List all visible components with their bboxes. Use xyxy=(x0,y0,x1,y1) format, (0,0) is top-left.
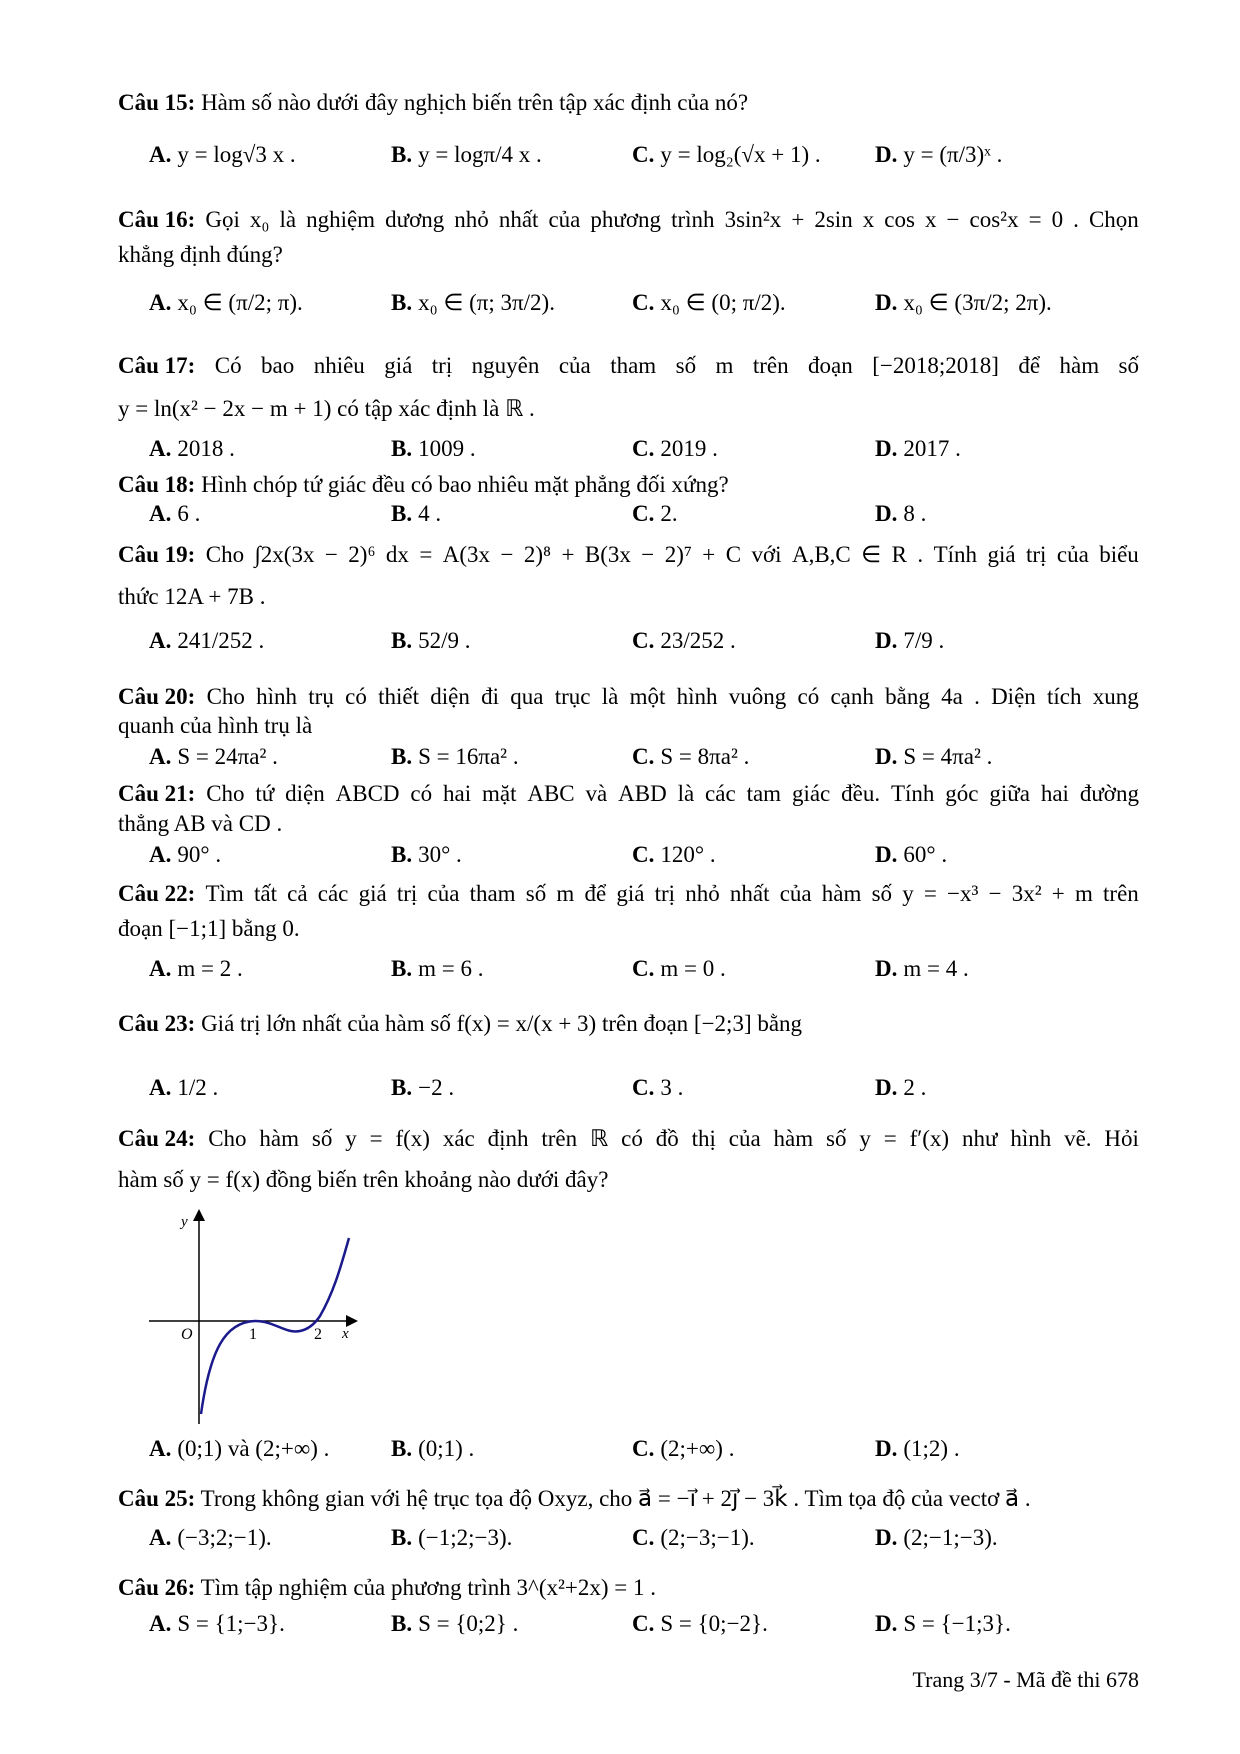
question-word: 0 xyxy=(1051,207,1064,232)
question-word: diện xyxy=(285,781,325,806)
option-text: S = 24πa² . xyxy=(177,744,278,769)
question-word: giá xyxy=(987,542,1016,567)
question-word: + xyxy=(702,542,716,567)
option-text: 90° . xyxy=(177,842,222,867)
question-word: ABC xyxy=(527,781,575,806)
question-word: Chọn xyxy=(1088,207,1139,232)
question-word: hai xyxy=(1040,781,1069,806)
question-word: 3x² xyxy=(1011,881,1042,906)
option-letter: D. xyxy=(875,501,898,526)
option-letter: B. xyxy=(391,956,413,981)
question-word: của xyxy=(728,1126,761,1151)
option-text: 4 . xyxy=(418,501,442,526)
question-word: vẽ. xyxy=(1064,1126,1092,1151)
question-word: x xyxy=(862,207,875,232)
question-word: tất xyxy=(254,881,277,906)
option-text: S = 4πa² . xyxy=(903,744,993,769)
option-letter: A. xyxy=(149,628,172,653)
option-letter: D. xyxy=(875,142,898,167)
question-label: Câu 26: xyxy=(118,1575,196,1600)
question-word: 2)⁸ xyxy=(523,542,552,567)
question-word: trục xyxy=(554,684,591,709)
question-word: trị xyxy=(1025,542,1047,567)
question-word: 2sin xyxy=(814,207,853,232)
question-word: các xyxy=(705,781,736,806)
question-word: trên xyxy=(1103,881,1139,906)
option-letter: D. xyxy=(875,842,898,867)
question-word: 3sin²x xyxy=(724,207,782,232)
option-text: (−1;2;−3). xyxy=(418,1525,513,1550)
question-word: nhỏ xyxy=(454,207,489,232)
option-letter: D. xyxy=(875,1436,898,1461)
question-word: = xyxy=(369,1126,383,1151)
question-word: f(x) xyxy=(395,1126,430,1151)
option-text: 23/252 . xyxy=(660,628,736,653)
option-text: (−3;2;−1). xyxy=(177,1525,272,1550)
question-word: R xyxy=(891,542,907,567)
question-word: trị xyxy=(396,881,418,906)
question-word: f′(x) xyxy=(909,1126,950,1151)
question-word: hình xyxy=(1010,1126,1052,1151)
question-word: nhỏ xyxy=(685,881,720,906)
option-letter: D. xyxy=(875,744,898,769)
option-text: x₀ ∈ (3π/2; 2π). xyxy=(903,290,1052,315)
option-text: 2018 . xyxy=(177,436,235,461)
question-word: y xyxy=(345,1126,357,1151)
option-text: S = {1;−3}. xyxy=(177,1611,285,1636)
option-text: y = log√3 x . xyxy=(177,142,296,167)
question-word: giá xyxy=(358,881,387,906)
question-word: ABD xyxy=(618,781,667,806)
option-letter: C. xyxy=(632,628,655,653)
option-text: y = log₂(√x + 1) . xyxy=(660,142,821,167)
option-text: 52/9 . xyxy=(418,628,471,653)
question-word: đường xyxy=(1079,781,1139,806)
option-letter: A. xyxy=(149,956,172,981)
question-word: của xyxy=(1056,542,1089,567)
question-word: giá xyxy=(616,881,645,906)
question-word: số xyxy=(525,881,547,906)
question-word: giữa xyxy=(989,781,1030,806)
option-text: m = 6 . xyxy=(418,956,484,981)
question-word: Diện xyxy=(991,684,1036,709)
option-letter: C. xyxy=(632,1075,655,1100)
question-word: hai xyxy=(443,781,472,806)
option-letter: B. xyxy=(391,744,413,769)
question-word: C xyxy=(725,542,742,567)
question-word: − xyxy=(500,542,514,567)
question-word: nghiệm xyxy=(306,207,376,232)
option-letter: B. xyxy=(391,1611,413,1636)
option-letter: D. xyxy=(875,1611,898,1636)
question-word: hàm xyxy=(259,1126,300,1151)
question-word: số xyxy=(311,1126,333,1151)
question-word: cạnh xyxy=(830,684,874,709)
option-letter: D. xyxy=(875,1525,898,1550)
option-letter: B. xyxy=(391,436,413,461)
option-letter: A. xyxy=(149,501,172,526)
question-text-continued: thẳng AB và CD . xyxy=(118,811,283,836)
question-text: Giá trị lớn nhất của hàm số f(x) = x/(x + 3) trên đoạn [−2;3] bằng xyxy=(201,1011,803,1036)
question-label: Câu 24: xyxy=(118,1126,196,1151)
question-label: Câu 15: xyxy=(118,90,196,115)
option-text: 6 . xyxy=(177,501,201,526)
question-word: m xyxy=(715,353,734,378)
question-word: có xyxy=(621,1126,643,1151)
question-word: [−2018;2018] xyxy=(872,353,999,378)
option-text: 2019 . xyxy=(660,436,718,461)
option-text: x₀ ∈ (π/2; π). xyxy=(177,290,303,315)
option-letter: C. xyxy=(632,956,655,981)
option-letter: D. xyxy=(875,956,898,981)
option-letter: C. xyxy=(632,290,655,315)
question-word: của xyxy=(548,207,581,232)
question-word: Cho xyxy=(206,684,245,709)
question-word: có xyxy=(345,684,367,709)
question-word: nhất xyxy=(729,881,770,906)
question-label: Câu 25: xyxy=(118,1486,196,1511)
question-word: nhiêu xyxy=(313,353,365,378)
option-text: m = 2 . xyxy=(177,956,243,981)
option-text: S = {0;−2}. xyxy=(660,1611,768,1636)
option-text: S = {0;2} . xyxy=(418,1611,519,1636)
question-word: vuông xyxy=(728,684,787,709)
question-word: Tính xyxy=(890,781,935,806)
question-text-continued: y = ln(x² − 2x − m + 1) có tập xác định là ℝ . xyxy=(118,396,535,421)
option-letter: D. xyxy=(875,1075,898,1100)
question-word: tích xyxy=(1047,684,1082,709)
option-text: 2. xyxy=(660,501,678,526)
option-letter: A. xyxy=(149,436,172,461)
option-letter: A. xyxy=(149,1075,172,1100)
option-letter: B. xyxy=(391,628,413,653)
question-word: số xyxy=(871,881,893,906)
question-word: giá xyxy=(384,353,413,378)
question-word: định xyxy=(487,1126,529,1151)
question-word: Hỏi xyxy=(1104,1126,1139,1151)
question-label: Câu 19: xyxy=(118,542,196,567)
question-word: trình xyxy=(671,207,715,232)
question-word: ℝ xyxy=(590,1126,609,1151)
option-letter: B. xyxy=(391,290,413,315)
question-word: của xyxy=(779,881,812,906)
question-word: để xyxy=(1018,353,1041,378)
option-text: 1009 . xyxy=(418,436,476,461)
question-word: qua xyxy=(510,684,544,709)
question-word: tam xyxy=(746,781,782,806)
question-word: = xyxy=(1028,207,1042,232)
question-word: đồ xyxy=(655,1126,679,1151)
question-text-continued: thức 12A + 7B . xyxy=(118,584,266,609)
option-letter: C. xyxy=(632,842,655,867)
question-text: Trong không gian với hệ trục tọa độ Oxyz, cho a⃗ = −i⃗ + 2j⃗ − 3k⃗ . Tìm tọa độ của vectơ a⃗ . xyxy=(200,1486,1031,1511)
option-letter: C. xyxy=(632,1436,655,1461)
option-letter: B. xyxy=(391,842,413,867)
option-text: 3 . xyxy=(660,1075,684,1100)
question-label: Câu 22: xyxy=(118,881,196,906)
question-word: số xyxy=(1118,353,1139,378)
question-word: 4a xyxy=(941,684,963,709)
question-word: số xyxy=(675,353,697,378)
question-word: của xyxy=(558,353,591,378)
option-text: 2 . xyxy=(903,1075,927,1100)
question-word: A,B,C xyxy=(791,542,851,567)
question-word: phương xyxy=(590,207,662,232)
tick-2: 2 xyxy=(314,1326,322,1343)
option-letter: C. xyxy=(632,1611,655,1636)
question-word: Tìm xyxy=(205,881,244,906)
question-word: có xyxy=(410,781,433,806)
question-word: số xyxy=(826,1126,847,1151)
question-word: đi xyxy=(481,684,499,709)
question-word: trụ xyxy=(308,684,334,709)
question-word: Cho xyxy=(206,781,245,806)
page-footer: Trang 3/7 - Mã đề thi 678 xyxy=(912,1667,1139,1692)
option-letter: B. xyxy=(391,501,413,526)
question-label: Câu 17: xyxy=(118,353,196,378)
question-word: dương xyxy=(385,207,445,232)
question-word: . xyxy=(917,542,924,567)
question-word: y xyxy=(859,1126,871,1151)
option-letter: C. xyxy=(632,142,655,167)
option-letter: B. xyxy=(391,1436,413,1461)
option-text: (2;+∞) . xyxy=(660,1436,735,1461)
option-letter: D. xyxy=(875,290,898,315)
option-text: m = 0 . xyxy=(660,956,726,981)
question-text: Tìm tập nghiệm của phương trình 3^(x²+2x) = 1 . xyxy=(200,1575,657,1600)
question-word: là xyxy=(601,684,619,709)
question-word: − xyxy=(988,881,1002,906)
option-letter: C. xyxy=(632,501,655,526)
question-text: Hình chóp tứ giác đều có bao nhiêu mặt phẳng đối xứng? xyxy=(201,472,729,497)
question-word: xung xyxy=(1092,684,1139,709)
option-text: 30° . xyxy=(418,842,462,867)
option-letter: B. xyxy=(391,142,413,167)
question-word: tham xyxy=(610,353,657,378)
option-text: x₀ ∈ (0; π/2). xyxy=(660,290,786,315)
question-word: trên xyxy=(541,1126,578,1151)
option-text: (2;−3;−1). xyxy=(660,1525,755,1550)
option-letter: A. xyxy=(149,744,172,769)
question-word: Có xyxy=(214,353,242,378)
question-word: Cho xyxy=(208,1126,247,1151)
question-word: với xyxy=(751,542,782,567)
option-text: y = logπ/4 x . xyxy=(418,142,542,167)
question-word: là xyxy=(279,207,297,232)
question-word: tham xyxy=(469,881,516,906)
question-word: + xyxy=(791,207,805,232)
question-word: + xyxy=(1051,881,1065,906)
question-word: − xyxy=(641,542,655,567)
question-label: Câu 18: xyxy=(118,472,196,497)
question-word: − xyxy=(324,542,338,567)
question-word: Cho xyxy=(205,542,245,567)
question-text-continued: đoạn [−1;1] bằng 0. xyxy=(118,916,300,941)
option-text: −2 . xyxy=(418,1075,455,1100)
question-word: tứ xyxy=(255,781,275,806)
question-word: của xyxy=(427,881,460,906)
question-word: + xyxy=(561,542,575,567)
option-text: (0;1) và (2;+∞) . xyxy=(177,1436,330,1461)
option-letter: A. xyxy=(149,842,172,867)
question-word: hàm xyxy=(1059,353,1100,378)
question-word: giác xyxy=(791,781,831,806)
question-word: ∈ xyxy=(861,542,882,567)
option-text: S = 16πa² . xyxy=(418,744,519,769)
question-word: để xyxy=(584,881,607,906)
question-word: A(3x xyxy=(442,542,491,567)
question-label: Câu 16: xyxy=(118,207,196,232)
tick-1: 1 xyxy=(249,1326,257,1343)
option-text: 7/9 . xyxy=(903,628,945,653)
question-word: 2)⁶ xyxy=(348,542,376,567)
question-word: và xyxy=(585,781,608,806)
question-word: bằng xyxy=(885,684,930,709)
x-axis-label: x xyxy=(342,1326,349,1342)
question-word: ABCD xyxy=(335,781,400,806)
question-word: nguyên xyxy=(471,353,540,378)
question-word: = xyxy=(923,881,937,906)
question-word: . xyxy=(1073,207,1079,232)
f-prime-curve xyxy=(201,1238,349,1414)
question-text-continued: quanh của hình trụ là xyxy=(118,713,313,738)
question-word: cos²x xyxy=(969,207,1019,232)
question-word: −x³ xyxy=(947,881,979,906)
question-word: có xyxy=(797,684,820,709)
question-word: . xyxy=(974,684,980,709)
option-letter: D. xyxy=(875,628,898,653)
question-label: Câu 23: xyxy=(118,1011,196,1036)
option-letter: C. xyxy=(632,1525,655,1550)
question-word: xác xyxy=(442,1126,475,1151)
question-word: 2)⁷ xyxy=(664,542,692,567)
question-word: như xyxy=(961,1126,998,1151)
question-label: Câu 21: xyxy=(118,781,196,806)
option-text: (2;−1;−3). xyxy=(903,1525,998,1550)
question-word: trên xyxy=(752,353,789,378)
question-word: cả xyxy=(287,881,308,906)
question-word: m xyxy=(1074,881,1093,906)
option-text: (0;1) . xyxy=(418,1436,475,1461)
option-text: S = {−1;3}. xyxy=(903,1611,1011,1636)
option-text: x₀ ∈ (π; 3π/2). xyxy=(418,290,555,315)
question-word: y xyxy=(902,881,914,906)
question-text-continued: khẳng định đúng? xyxy=(118,242,283,267)
y-axis-label: y xyxy=(181,1214,188,1230)
option-text: 120° . xyxy=(660,842,716,867)
origin-label: O xyxy=(181,1326,193,1343)
question-word: hình xyxy=(676,684,718,709)
question-word: trị xyxy=(431,353,453,378)
option-text: 60° . xyxy=(903,842,948,867)
option-text: 8 . xyxy=(903,501,927,526)
question-word: một xyxy=(629,684,666,709)
option-letter: B. xyxy=(391,1525,413,1550)
option-text: S = 8πa² . xyxy=(660,744,750,769)
question-word: bao xyxy=(261,353,295,378)
option-letter: A. xyxy=(149,1436,172,1461)
question-word: trị xyxy=(654,881,676,906)
option-letter: A. xyxy=(149,1611,172,1636)
question-word: x₀ xyxy=(249,207,270,232)
option-text: 1/2 . xyxy=(177,1075,219,1100)
option-letter: A. xyxy=(149,142,172,167)
option-text: 2017 . xyxy=(903,436,961,461)
question-word: cos xyxy=(884,207,915,232)
question-word: nhất xyxy=(498,207,539,232)
option-letter: A. xyxy=(149,1525,172,1550)
question-word: thị xyxy=(691,1126,716,1151)
question-word: Gọi xyxy=(205,207,240,232)
question-word: Tính xyxy=(933,542,978,567)
question-word: B(3x xyxy=(584,542,631,567)
question-text: Hàm số nào dưới đây nghịch biến trên tập xác định của nó? xyxy=(201,90,749,115)
question-word: diện xyxy=(430,684,470,709)
question-word: thiết xyxy=(378,684,419,709)
option-letter: D. xyxy=(875,436,898,461)
question-word: ∫2x(3x xyxy=(254,542,315,567)
question-word: hình xyxy=(256,684,298,709)
question-word: − xyxy=(946,207,960,232)
question-word: là xyxy=(677,781,695,806)
option-text: y = (π/3)ˣ . xyxy=(903,142,1003,167)
question-word: hàm xyxy=(773,1126,814,1151)
question-word: x xyxy=(924,207,937,232)
question-word: đều. xyxy=(841,781,881,806)
question-word: biểu xyxy=(1099,542,1139,567)
question-word: các xyxy=(317,881,349,906)
question-word: dx xyxy=(385,542,409,567)
option-letter: B. xyxy=(391,1075,413,1100)
question-label: Câu 20: xyxy=(118,684,196,709)
question-word: m xyxy=(556,881,575,906)
option-text: m = 4 . xyxy=(903,956,969,981)
option-text: 241/252 . xyxy=(177,628,265,653)
question-word: đoạn xyxy=(808,353,853,378)
question-word: góc xyxy=(945,781,979,806)
option-text: (1;2) . xyxy=(903,1436,960,1461)
question-text-continued: hàm số y = f(x) đồng biến trên khoảng nào dưới đây? xyxy=(118,1167,609,1192)
option-letter: C. xyxy=(632,744,655,769)
question-word: = xyxy=(419,542,433,567)
question-word: = xyxy=(883,1126,897,1151)
question-word: hàm xyxy=(821,881,862,906)
option-letter: A. xyxy=(149,290,172,315)
option-letter: C. xyxy=(632,436,655,461)
question-word: mặt xyxy=(481,781,517,806)
